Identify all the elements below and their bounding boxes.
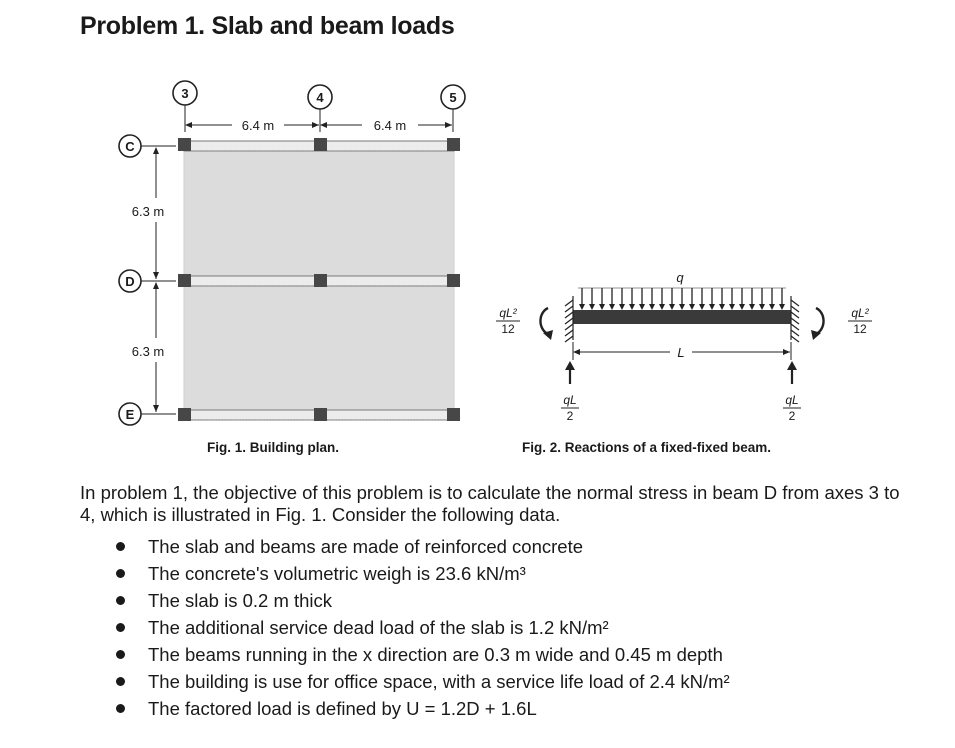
right-reaction-numerator: qL	[785, 393, 799, 407]
column-5e	[447, 408, 460, 421]
load-label: q	[676, 270, 684, 285]
left-reaction-denominator: 2	[566, 409, 574, 423]
left-moment-denominator: 12	[501, 322, 515, 336]
list-item: The building is use for office space, with a service life load of 2.4 kN/m²	[108, 668, 730, 695]
axis-3-label: 3	[181, 86, 189, 101]
axis-5-label: 5	[449, 90, 457, 105]
axis-e-label: E	[125, 407, 135, 422]
problem-paragraph: In problem 1, the objective of this problem is to calculate the normal stress in beam D from axes 3 to 4, which is illustrated in Fig. 1. Consider the following data.	[80, 482, 900, 525]
right-reaction	[783, 361, 801, 423]
column-4d	[314, 274, 327, 287]
building-plan	[119, 81, 465, 425]
axis-4-label: 4	[316, 90, 324, 105]
length-dimension	[573, 342, 791, 360]
list-item: The factored load is defined by U = 1.2D + 1.6L	[108, 695, 730, 722]
right-moment-denominator: 12	[853, 322, 867, 336]
bullet-icon	[116, 596, 125, 605]
left-reaction-numerator: qL	[563, 393, 577, 407]
axis-c-label: C	[125, 139, 135, 154]
right-moment-numerator: qL²	[851, 306, 869, 320]
dimension-x	[185, 118, 453, 133]
right-moment	[811, 306, 872, 340]
left-moment-numerator: qL²	[499, 306, 517, 320]
column-5c	[447, 138, 460, 151]
column-3e	[178, 408, 191, 421]
list-item: The additional service dead load of the slab is 1.2 kN/m²	[108, 614, 730, 641]
list-item: The slab is 0.2 m thick	[108, 587, 730, 614]
list-item: The concrete's volumetric weigh is 23.6 kN/m³	[108, 560, 730, 587]
data-list	[108, 533, 730, 722]
axis-d	[119, 270, 176, 292]
fixed-beam-diagram	[496, 270, 872, 423]
left-fixed-support	[565, 296, 573, 342]
fig2-caption: Fig. 2. Reactions of a fixed-fixed beam.	[522, 440, 772, 455]
bullet-icon	[116, 650, 125, 659]
span-x-2: 6.4 m	[373, 118, 407, 133]
axis-d-label: D	[125, 274, 135, 289]
left-moment	[496, 306, 553, 340]
span-x-1: 6.4 m	[241, 118, 275, 133]
axis-e	[119, 403, 176, 425]
problem-title: Problem 1. Slab and beam loads	[80, 12, 455, 40]
bullet-icon	[116, 704, 125, 713]
list-item: The slab and beams are made of reinforced concrete	[108, 533, 730, 560]
bullet-icon	[116, 623, 125, 632]
column-3c	[178, 138, 191, 151]
right-fixed-support	[791, 296, 799, 342]
column-5d	[447, 274, 460, 287]
column-3d	[178, 274, 191, 287]
column-4c	[314, 138, 327, 151]
distributed-load	[578, 288, 786, 306]
column-4e	[314, 408, 327, 421]
length-label: L	[677, 345, 685, 360]
bullet-icon	[116, 677, 125, 686]
left-reaction	[561, 361, 579, 423]
right-reaction-denominator: 2	[788, 409, 796, 423]
list-item: The beams running in the x direction are 0.3 m wide and 0.45 m depth	[108, 641, 730, 668]
fig1-caption: Fig. 1. Building plan.	[207, 440, 339, 455]
span-y-2: 6.3 m	[131, 344, 165, 359]
axis-c	[119, 135, 176, 157]
beam	[573, 310, 791, 324]
span-y-1: 6.3 m	[131, 204, 165, 219]
bullet-icon	[116, 542, 125, 551]
bullet-icon	[116, 569, 125, 578]
